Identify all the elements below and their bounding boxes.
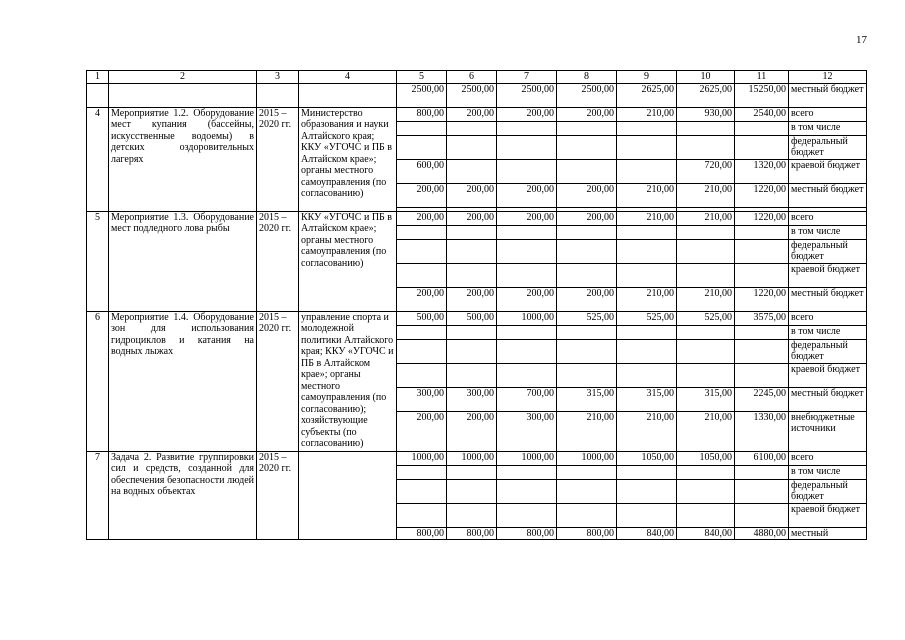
value-cell: 4880,00 xyxy=(735,527,789,540)
empty-cell xyxy=(87,83,109,107)
value-cell: 200,00 xyxy=(397,411,447,451)
value-cell: 210,00 xyxy=(677,211,735,225)
value-cell: 210,00 xyxy=(557,411,617,451)
item-executor: управление спорта и молодежной политики Алтайского края; ККУ «УГОЧС и ПБ в Алтайском крае»; органы местного самоуправления (по согласованию); хозяйствующие субъекты (по согласованию) xyxy=(299,311,397,451)
item-executor: ККУ «УГОЧС и ПБ в Алтайском крае»; органы местного самоуправления (по согласованию) xyxy=(299,211,397,311)
col-number: 9 xyxy=(617,71,677,84)
col-number: 6 xyxy=(447,71,497,84)
value-cell: 210,00 xyxy=(677,183,735,207)
source-cell: федеральный бюджет xyxy=(789,135,867,159)
value-cell: 2500,00 xyxy=(497,83,557,107)
empty-cell xyxy=(299,83,397,107)
item-period: 2015 – 2020 гг. xyxy=(257,451,299,540)
value-cell: 2500,00 xyxy=(447,83,497,107)
value-cell: 525,00 xyxy=(617,311,677,325)
block-7-total-row xyxy=(87,451,867,465)
item-name: Мероприятие 1.4. Оборудование зон для использования гидроциклов и катания на водных лыжах xyxy=(109,311,257,451)
value-cell: 720,00 xyxy=(677,159,735,183)
value-cell: 200,00 xyxy=(557,183,617,207)
source-cell: местный бюджет xyxy=(789,83,867,107)
value-cell: 200,00 xyxy=(497,107,557,121)
source-cell: в том числе xyxy=(789,465,867,479)
value-cell xyxy=(447,159,497,183)
value-cell: 1000,00 xyxy=(497,451,557,465)
col-number: 2 xyxy=(109,71,257,84)
value-cell: 210,00 xyxy=(617,287,677,311)
value-cell: 1220,00 xyxy=(735,183,789,207)
source-cell: краевой бюджет xyxy=(789,503,867,527)
value-cell: 1000,00 xyxy=(447,451,497,465)
value-cell: 210,00 xyxy=(617,411,677,451)
value-cell: 200,00 xyxy=(557,211,617,225)
value-cell: 315,00 xyxy=(557,387,617,411)
col-number: 1 xyxy=(87,71,109,84)
source-cell: всего xyxy=(789,451,867,465)
col-number: 4 xyxy=(299,71,397,84)
value-cell: 840,00 xyxy=(677,527,735,540)
value-cell: 300,00 xyxy=(497,411,557,451)
value-cell: 800,00 xyxy=(447,527,497,540)
value-cell: 3575,00 xyxy=(735,311,789,325)
value-cell: 300,00 xyxy=(397,387,447,411)
source-cell: местный бюджет xyxy=(789,183,867,207)
value-cell: 210,00 xyxy=(617,183,677,207)
col-number: 8 xyxy=(557,71,617,84)
value-cell: 1320,00 xyxy=(735,159,789,183)
source-cell: всего xyxy=(789,311,867,325)
value-cell: 210,00 xyxy=(617,211,677,225)
value-cell: 200,00 xyxy=(397,183,447,207)
value-cell: 200,00 xyxy=(447,107,497,121)
value-cell: 1000,00 xyxy=(497,311,557,325)
value-cell: 2625,00 xyxy=(617,83,677,107)
value-cell xyxy=(617,159,677,183)
funding-table xyxy=(86,70,867,540)
continuation-row xyxy=(87,83,867,107)
page-number: 17 xyxy=(856,34,867,46)
item-number: 7 xyxy=(87,451,109,540)
col-number: 11 xyxy=(735,71,789,84)
value-cell: 200,00 xyxy=(447,287,497,311)
source-cell: краевой бюджет xyxy=(789,263,867,287)
source-cell: внебюджетные источники xyxy=(789,411,867,451)
value-cell: 300,00 xyxy=(447,387,497,411)
source-cell: местный бюджет xyxy=(789,287,867,311)
empty-cell xyxy=(257,83,299,107)
value-cell xyxy=(497,159,557,183)
value-cell: 210,00 xyxy=(617,107,677,121)
col-number: 12 xyxy=(789,71,867,84)
value-cell: 200,00 xyxy=(447,211,497,225)
value-cell: 600,00 xyxy=(397,159,447,183)
item-name: Задача 2. Развитие группировки сил и средств, созданной для обеспечения безопасности людей на водных объектах xyxy=(109,451,257,540)
item-executor xyxy=(299,451,397,540)
block-5-total-row xyxy=(87,211,867,225)
col-number: 10 xyxy=(677,71,735,84)
value-cell: 200,00 xyxy=(497,183,557,207)
item-name: Мероприятие 1.3. Оборудование мест подледного лова рыбы xyxy=(109,211,257,311)
value-cell: 200,00 xyxy=(497,211,557,225)
source-cell: федеральный бюджет xyxy=(789,339,867,363)
value-cell: 800,00 xyxy=(497,527,557,540)
source-cell: в том числе xyxy=(789,325,867,339)
source-cell: краевой бюджет xyxy=(789,159,867,183)
value-cell: 840,00 xyxy=(617,527,677,540)
item-executor: Министерство образования и науки Алтайского края; ККУ «УГОЧС и ПБ в Алтайском крае»; органы местного самоуправления (по согласованию) xyxy=(299,107,397,211)
block-6-total-row xyxy=(87,311,867,325)
item-number: 6 xyxy=(87,311,109,451)
source-cell: федеральный бюджет xyxy=(789,239,867,263)
source-cell: местный бюджет xyxy=(789,387,867,411)
value-cell: 200,00 xyxy=(397,287,447,311)
source-cell: местный xyxy=(789,527,867,540)
value-cell: 1000,00 xyxy=(397,451,447,465)
value-cell: 6100,00 xyxy=(735,451,789,465)
value-cell: 2540,00 xyxy=(735,107,789,121)
value-cell: 525,00 xyxy=(557,311,617,325)
value-cell: 2625,00 xyxy=(677,83,735,107)
value-cell: 1330,00 xyxy=(735,411,789,451)
value-cell: 1220,00 xyxy=(735,287,789,311)
item-period: 2015 – 2020 гг. xyxy=(257,107,299,211)
source-cell: федеральный бюджет xyxy=(789,479,867,503)
value-cell: 800,00 xyxy=(397,107,447,121)
value-cell: 210,00 xyxy=(677,411,735,451)
value-cell: 210,00 xyxy=(677,287,735,311)
col-number: 7 xyxy=(497,71,557,84)
value-cell: 1050,00 xyxy=(617,451,677,465)
source-cell: в том числе xyxy=(789,225,867,239)
value-cell: 930,00 xyxy=(677,107,735,121)
value-cell: 200,00 xyxy=(497,287,557,311)
value-cell: 200,00 xyxy=(447,411,497,451)
value-cell: 700,00 xyxy=(497,387,557,411)
value-cell: 200,00 xyxy=(557,107,617,121)
empty-cell xyxy=(109,83,257,107)
value-cell: 500,00 xyxy=(397,311,447,325)
value-cell: 500,00 xyxy=(447,311,497,325)
value-cell: 800,00 xyxy=(397,527,447,540)
item-name: Мероприятие 1.2. Оборудование мест купания (бассейны, искусственные водоемы) в детских оздоровительных лагерях xyxy=(109,107,257,211)
value-cell: 2500,00 xyxy=(397,83,447,107)
item-period: 2015 – 2020 гг. xyxy=(257,311,299,451)
value-cell: 200,00 xyxy=(557,287,617,311)
value-cell: 525,00 xyxy=(677,311,735,325)
item-number: 5 xyxy=(87,211,109,311)
value-cell: 2500,00 xyxy=(557,83,617,107)
source-cell: краевой бюджет xyxy=(789,363,867,387)
item-number: 4 xyxy=(87,107,109,211)
value-cell: 15250,00 xyxy=(735,83,789,107)
value-cell xyxy=(557,159,617,183)
table-body xyxy=(87,71,867,540)
value-cell: 1220,00 xyxy=(735,211,789,225)
value-cell: 2245,00 xyxy=(735,387,789,411)
col-number: 5 xyxy=(397,71,447,84)
source-cell: в том числе xyxy=(789,121,867,135)
col-number: 3 xyxy=(257,71,299,84)
block-4-total-row xyxy=(87,107,867,121)
value-cell: 315,00 xyxy=(617,387,677,411)
source-cell: всего xyxy=(789,107,867,121)
value-cell: 1000,00 xyxy=(557,451,617,465)
column-number-row xyxy=(87,71,867,84)
value-cell: 1050,00 xyxy=(677,451,735,465)
value-cell: 200,00 xyxy=(397,211,447,225)
value-cell: 800,00 xyxy=(557,527,617,540)
item-period: 2015 – 2020 гг. xyxy=(257,211,299,311)
source-cell: всего xyxy=(789,211,867,225)
value-cell: 315,00 xyxy=(677,387,735,411)
value-cell: 200,00 xyxy=(447,183,497,207)
